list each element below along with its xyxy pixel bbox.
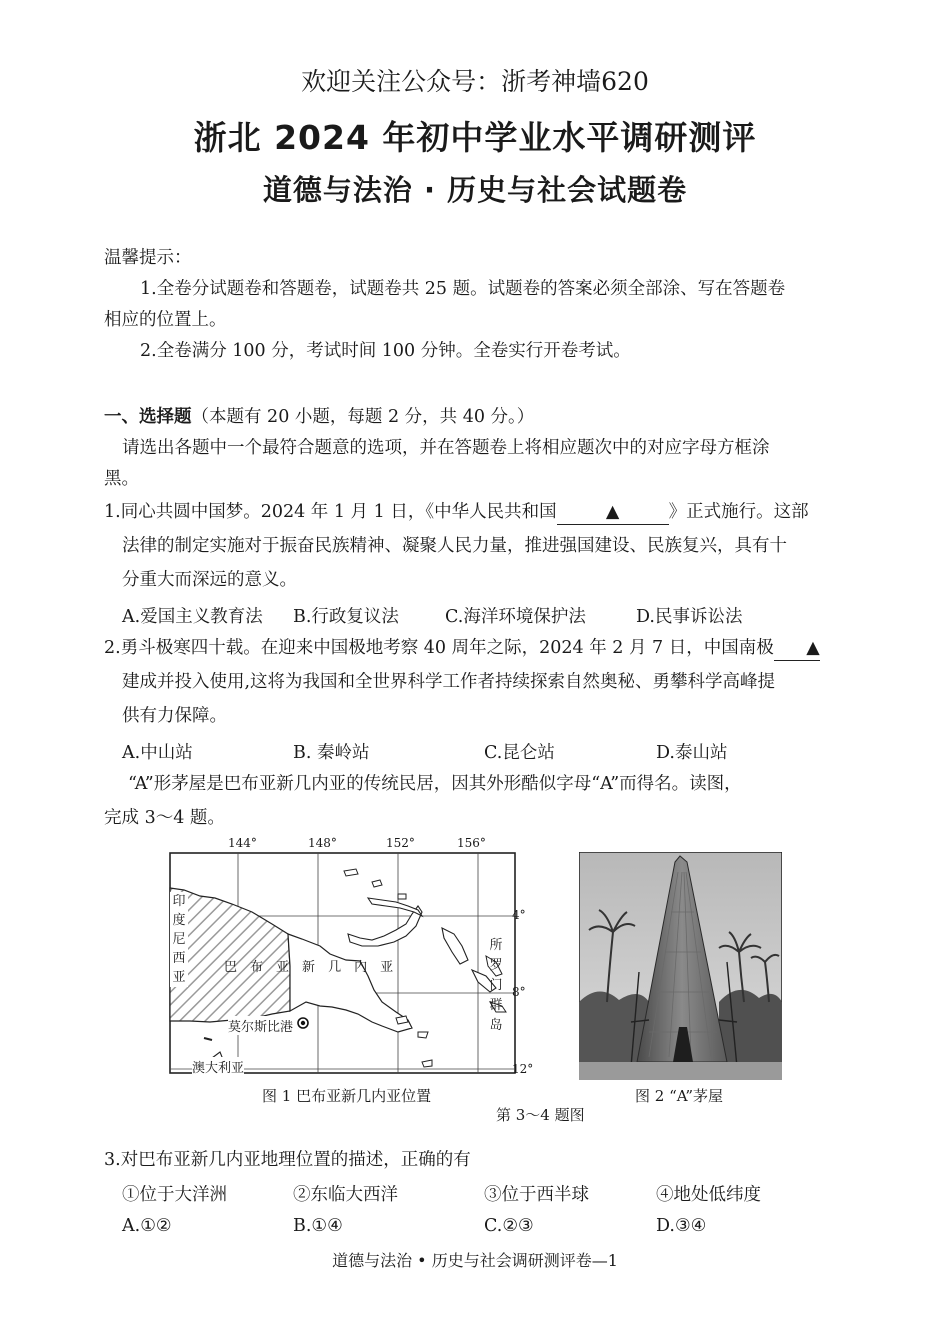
map-label-solomon bbox=[488, 936, 504, 1036]
section-title: 一、选择题 bbox=[104, 407, 192, 427]
map-lon-label: 156° bbox=[457, 836, 486, 850]
q2-option-c: C.昆仑站 bbox=[484, 743, 555, 763]
map-label-char: 所 bbox=[489, 938, 503, 953]
map-label-char: 罗 bbox=[489, 958, 503, 973]
map-label-char: 布 bbox=[250, 960, 277, 975]
q2-line-2: 建成并投入使用,这将为我国和全世界科学工作者持续探索自然奥秘、勇攀科学高峰提 bbox=[122, 672, 776, 692]
map-label-char: 新 bbox=[302, 960, 329, 975]
map-label-char: 亚 bbox=[172, 970, 186, 985]
map-label-char: 门 bbox=[489, 978, 503, 993]
map-label-char: 巴 bbox=[224, 960, 251, 975]
q1-stem-start: 1.同心共圆中国梦。2024 年 1 月 1 日，《中华人民共和国 bbox=[104, 502, 557, 522]
map-label-indonesia bbox=[170, 892, 188, 987]
q2-stem-start: 2.勇斗极寒四十载。在迎来中国极地考察 40 周年之际，2024 年 2 月 7 日，中国南极 bbox=[104, 638, 774, 658]
q3-stem: 3.对巴布亚新几内亚地理位置的描述，正确的有 bbox=[104, 1150, 471, 1170]
q1-option-a: A.爱国主义教育法 bbox=[122, 607, 263, 627]
q1-option-d: D.民事诉讼法 bbox=[636, 607, 743, 627]
q1-line-2: 法律的制定实施对于振奋民族精神、凝聚人民力量，推进强国建设、民族复兴，具有十 bbox=[122, 536, 787, 556]
q3-statement-1: ①位于大洋洲 bbox=[122, 1185, 227, 1205]
map-label-char: 几 bbox=[328, 960, 355, 975]
map-lat-label: 4° bbox=[512, 908, 526, 922]
map-lon-label: 148° bbox=[308, 836, 337, 850]
q1-option-c: C.海洋环境保护法 bbox=[445, 607, 586, 627]
q3-4-intro-line-2: 完成 3～4 题。 bbox=[104, 808, 225, 828]
q1-line-1 bbox=[104, 495, 809, 529]
map-label-char: 西 bbox=[172, 951, 186, 966]
section-note: （本题有 20 小题，每题 2 分，共 40 分。） bbox=[191, 407, 535, 427]
map-lat-label: 8° bbox=[512, 985, 526, 999]
exam-subtitle: 道德与法治 · 历史与社会试题卷 bbox=[262, 173, 688, 207]
page-footer: 道德与法治 • 历史与社会调研测评卷—1 bbox=[332, 1251, 618, 1270]
map-label-char: 度 bbox=[172, 913, 186, 928]
q2-option-a: A.中山站 bbox=[122, 743, 193, 763]
q3-option-c: C.②③ bbox=[484, 1216, 534, 1236]
q2-option-b: B. 秦岭站 bbox=[293, 743, 370, 763]
map-label-char: 内 bbox=[354, 960, 381, 975]
map-lon-label: 144° bbox=[228, 836, 257, 850]
map-label-char: 印 bbox=[172, 894, 186, 909]
q3-statement-4: ④地处低纬度 bbox=[656, 1185, 761, 1205]
q3-4-intro-line-1: “A”形茅屋是巴布亚新几内亚的传统民居，因其外形酷似字母“A”而得名。读图， bbox=[128, 774, 742, 794]
section-instruction-line-1: 请选出各题中一个最符合题意的选项，并在答题卷上将相应题次中的对应字母方框涂 bbox=[122, 438, 770, 458]
photo-graphic bbox=[579, 852, 782, 1080]
q3-option-a: A.①② bbox=[122, 1216, 172, 1236]
q2-line-1 bbox=[104, 631, 820, 665]
q1-stem-end: 》正式施行。这部 bbox=[668, 502, 809, 522]
section-heading bbox=[104, 400, 534, 434]
q3-statement-3: ③位于西半球 bbox=[484, 1185, 589, 1205]
photo-caption: 图 2 “A”茅屋 bbox=[635, 1087, 724, 1105]
q2-option-d: D.泰山站 bbox=[656, 743, 728, 763]
map-lon-label: 152° bbox=[386, 836, 415, 850]
map-label-port-moresby: 莫尔斯比港 bbox=[228, 1016, 293, 1035]
exam-title: 浙北 2024 年初中学业水平调研测评 bbox=[193, 118, 757, 157]
map-label-char: 尼 bbox=[172, 932, 186, 947]
q3-option-b: B.①④ bbox=[293, 1216, 343, 1236]
map-label-char: 亚 bbox=[380, 960, 407, 975]
q1-blank: ▲ bbox=[557, 500, 669, 525]
map-lat-label: 12° bbox=[512, 1062, 534, 1076]
png-location-map bbox=[160, 836, 540, 1084]
notice-heading: 温馨提示： bbox=[104, 248, 192, 268]
figures-group-caption: 第 3～4 题图 bbox=[496, 1106, 585, 1124]
banner-text: 欢迎关注公众号：浙考神墙620 bbox=[301, 67, 649, 96]
map-label-png bbox=[224, 956, 406, 975]
a-frame-hut-photo bbox=[579, 852, 782, 1080]
map-label-char: 亚 bbox=[276, 960, 303, 975]
map-label-australia: 澳大利亚 bbox=[192, 1057, 244, 1076]
q1-line-3: 分重大而深远的意义。 bbox=[122, 570, 297, 590]
map-label-char: 岛 bbox=[489, 1018, 503, 1033]
notice-item-2: 2.全卷满分 100 分，考试时间 100 分钟。全卷实行开卷考试。 bbox=[140, 341, 631, 361]
q2-line-3: 供有力保障。 bbox=[122, 706, 227, 726]
q3-option-d: D.③④ bbox=[656, 1216, 707, 1236]
section-instruction-line-2: 黑。 bbox=[104, 469, 139, 489]
q3-statement-2: ②东临大西洋 bbox=[293, 1185, 398, 1205]
q1-option-b: B.行政复议法 bbox=[293, 607, 399, 627]
notice-item-1-line-1: 1.全卷分试题卷和答题卷，试题卷共 25 题。试题卷的答案必须全部涂、写在答题卷 bbox=[140, 279, 786, 299]
q2-blank: ▲ bbox=[774, 636, 820, 661]
map-caption: 图 1 巴布亚新几内亚位置 bbox=[262, 1087, 432, 1105]
map-label-char: 群 bbox=[489, 998, 503, 1013]
notice-item-1-line-2: 相应的位置上。 bbox=[104, 310, 227, 330]
